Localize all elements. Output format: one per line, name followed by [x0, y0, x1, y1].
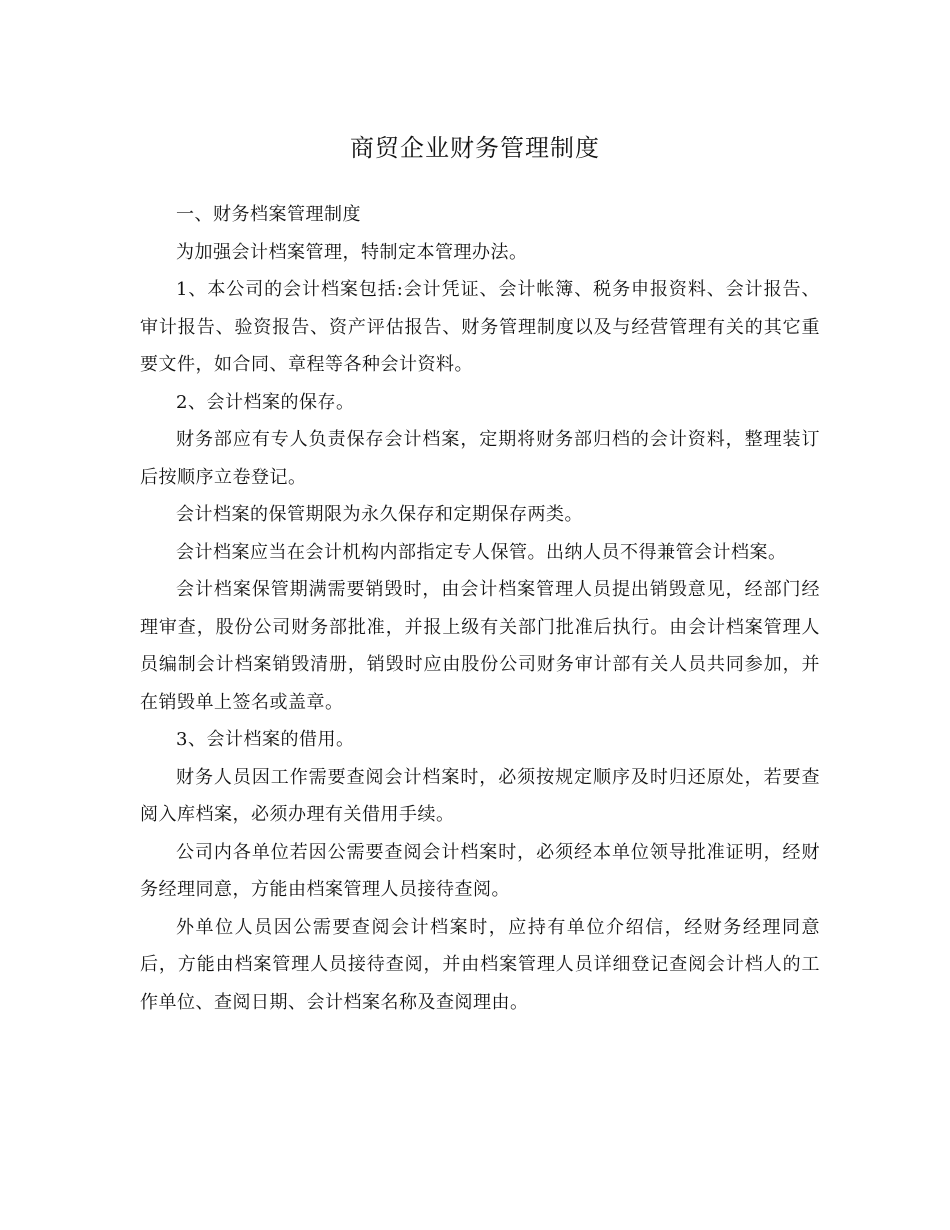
document-body: [140, 196, 820, 1021]
section-heading-archive-management: 一、财务档案管理制度: [176, 204, 361, 225]
subheading-archive-borrowing: 3、会计档案的借用。: [176, 729, 355, 750]
paragraph-custodian: 会计档案应当在会计机构内部指定专人保管。出纳人员不得兼管会计档案。: [176, 541, 787, 563]
paragraph-retention-period: 会计档案的保管期限为永久保存和定期保存两类。: [176, 504, 583, 525]
paragraph-storage-responsibility: 财务部应有专人负责保存会计档案，定期将财务部归档的会计资料，整理装订后按顺序立卷登记。: [140, 429, 820, 488]
paragraph-purpose: 为加强会计档案管理，特制定本管理办法。: [176, 241, 528, 263]
subheading-archive-storage: 2、会计档案的保存。: [176, 391, 355, 413]
paragraph-archive-scope: 1、本公司的会计档案包括:会计凭证、会计帐簿、税务申报资料、会计报告、审计报告、验资报告、资产评估报告、财务管理制度以及与经营管理有关的其它重要文件，如合同、章程等各种会计资料。: [140, 279, 820, 375]
paragraph-external-access: 外单位人员因公需要查阅会计档案时，应持有单位介绍信，经财务经理同意后，方能由档案管理人员接待查阅，并由档案管理人员详细登记查阅会计档人的工作单位、查阅日期、会计档案名称及查阅理由。: [140, 916, 820, 1013]
paragraph-destruction: 会计档案保管期满需要销毁时，由会计档案管理人员提出销毁意见，经部门经理审查，股份公司财务部批准，并报上级有关部门批准后执行。由会计档案管理人员编制会计档案销毁清册，销毁时应由股份公司财务审计部有关人员共同参加，并在销毁单上签名或盖章。: [140, 579, 820, 713]
document-title: 商贸企业财务管理制度: [350, 134, 600, 162]
paragraph-internal-unit-access: 公司内各单位若因公需要查阅会计档案时，必须经本单位领导批准证明，经财务经理同意，方能由档案管理人员接待查阅。: [140, 841, 820, 900]
paragraph-staff-access: 财务人员因工作需要查阅会计档案时，必须按规定顺序及时归还原处，若要查阅入库档案，必须办理有关借用手续。: [140, 766, 820, 825]
